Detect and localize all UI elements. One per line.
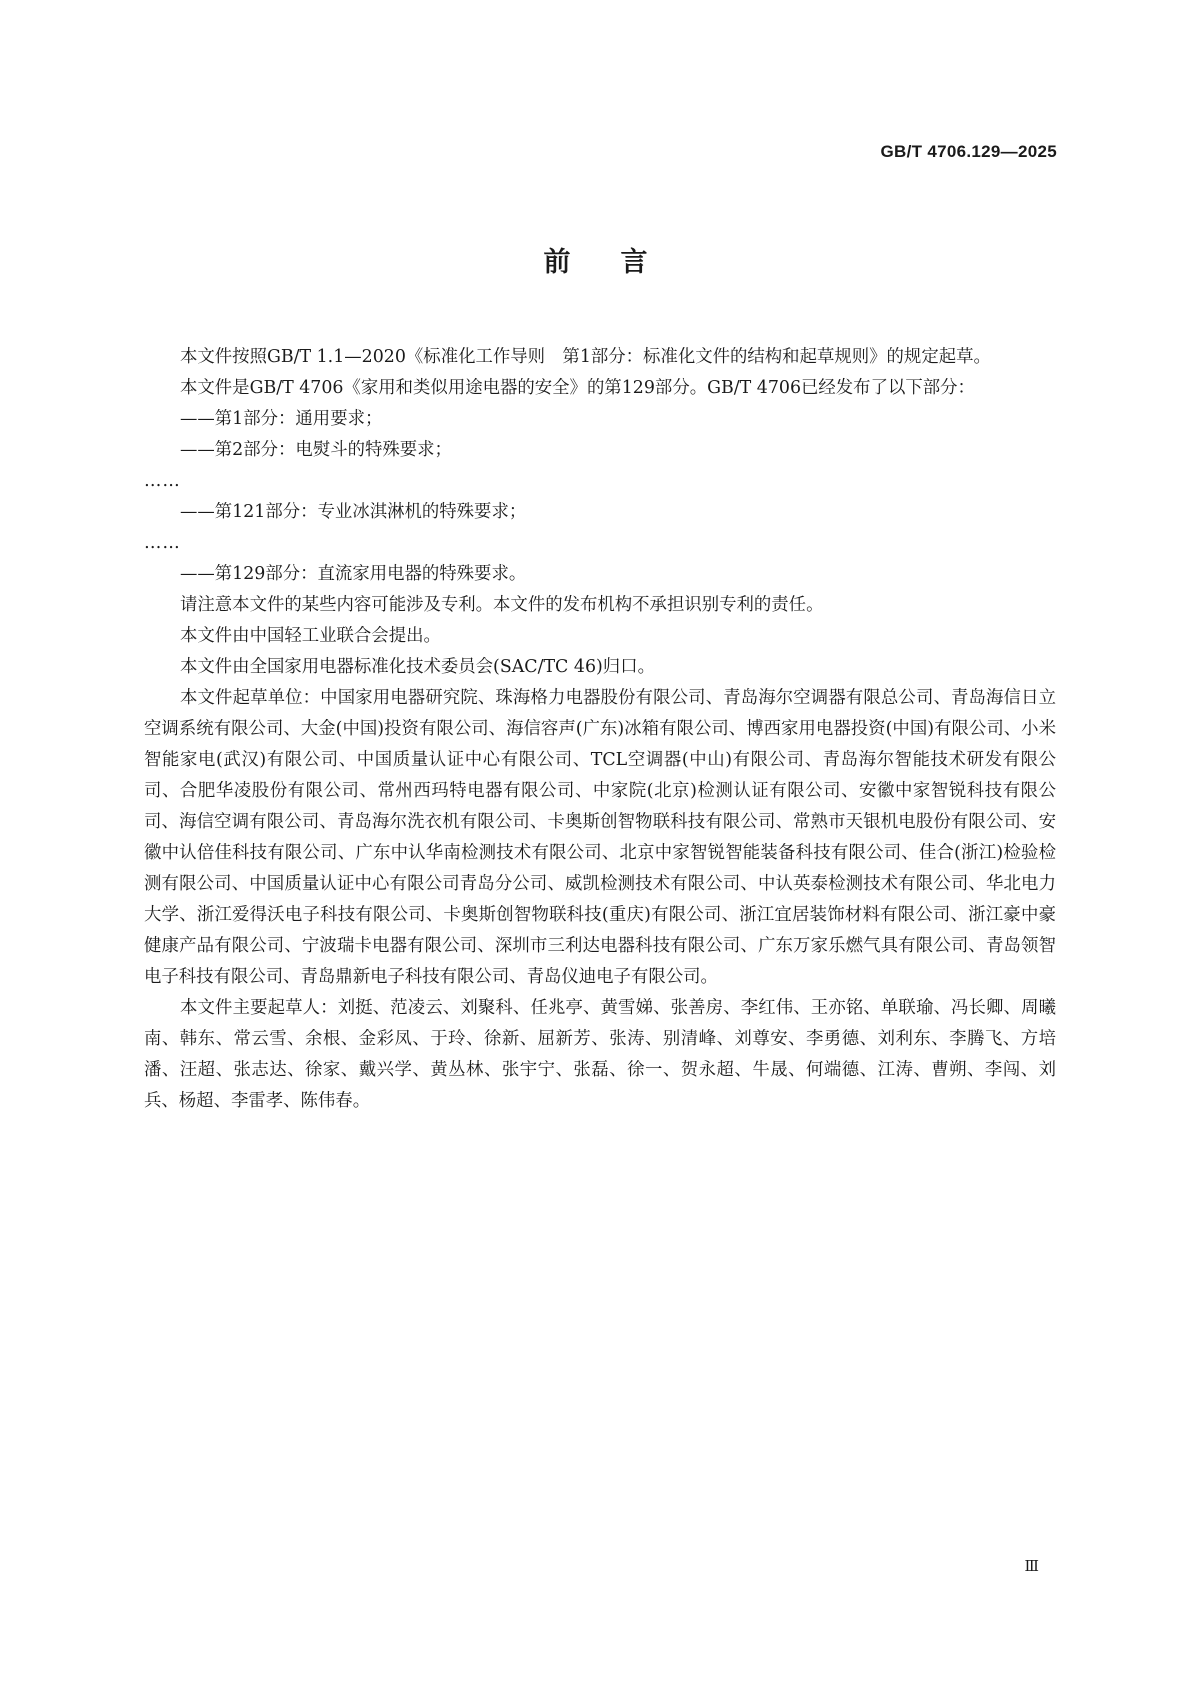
list-item: ——第1部分：通用要求；	[180, 409, 383, 429]
list-ellipsis: ……	[144, 533, 181, 553]
preface-body	[144, 342, 1056, 1117]
paragraph-drafting-rules: 本文件按照GB/T 1.1—2020《标准化工作导则 第1部分：标准化文件的结构和起草规则》的规定起草。	[180, 347, 991, 367]
list-item: ——第129部分：直流家用电器的特殊要求。	[180, 564, 527, 584]
paragraph-proposer: 本文件由中国轻工业联合会提出。	[180, 626, 441, 646]
list-ellipsis: ……	[144, 471, 181, 491]
list-item: ——第121部分：专业冰淇淋机的特殊要求；	[180, 502, 527, 522]
page-number: Ⅲ	[1024, 1557, 1039, 1575]
paragraph-drafting-units: 本文件起草单位：中国家用电器研究院、珠海格力电器股份有限公司、青岛海尔空调器有限总公司、青岛海信日立空调系统有限公司、大金(中国)投资有限公司、海信容声(广东)冰箱有限公司、博西家用电器投资(中国)有限公司、小米智能家电(武汉)有限公司、中国质量认证中心有限公司、TCL空调器(中山)有限公司、青岛海尔智能技术研发有限公司、合肥华凌股份有限公司、常州西玛特电器有限公司、中家院(北京)检测认证有限公司、安徽中家智锐科技有限公司、海信空调有限公司、青岛海尔洗衣机有限公司、卡奥斯创智物联科技有限公司、常熟市天银机电股份有限公司、安徽中认倍佳科技有限公司、广东中认华南检测技术有限公司、北京中家智锐智能装备科技有限公司、佳合(浙江)检验检测有限公司、中国质量认证中心有限公司青岛分公司、威凯检测技术有限公司、中认英泰检测技术有限公司、华北电力大学、浙江爱得沃电子科技有限公司、卡奥斯创智物联科技(重庆)有限公司、浙江宜居装饰材料有限公司、浙江豪中豪健康产品有限公司、宁波瑞卡电器有限公司、深圳市三利达电器科技有限公司、广东万家乐燃气具有限公司、青岛领智电子科技有限公司、青岛鼎新电子科技有限公司、青岛仪迪电子有限公司。	[144, 688, 1056, 987]
list-item: ——第2部分：电熨斗的特殊要求；	[180, 440, 452, 460]
paragraph-series-info: 本文件是GB/T 4706《家用和类似用途电器的安全》的第129部分。GB/T 4706已经发布了以下部分：	[180, 378, 975, 398]
page-title: 前言	[543, 247, 698, 278]
paragraph-patent-notice: 请注意本文件的某些内容可能涉及专利。本文件的发布机构不承担识别专利的责任。	[180, 595, 824, 615]
paragraph-committee: 本文件由全国家用电器标准化技术委员会(SAC/TC 46)归口。	[180, 657, 655, 677]
standard-number: GB/T 4706.129—2025	[880, 142, 1057, 161]
paragraph-drafters: 本文件主要起草人：刘挺、范凌云、刘聚科、任兆亭、黄雪娣、张善房、李红伟、王亦铭、单联瑜、冯长卿、周曦南、韩东、常云雪、余根、金彩凤、于玲、徐新、屈新芳、张涛、别清峰、刘尊安、李勇德、刘利东、李腾飞、方培潘、汪超、张志达、徐家、戴兴学、黄丛林、张宇宁、张磊、徐一、贺永超、牛晟、何端德、江涛、曹朔、李闯、刘兵、杨超、李雷孝、陈伟春。	[144, 998, 1056, 1111]
